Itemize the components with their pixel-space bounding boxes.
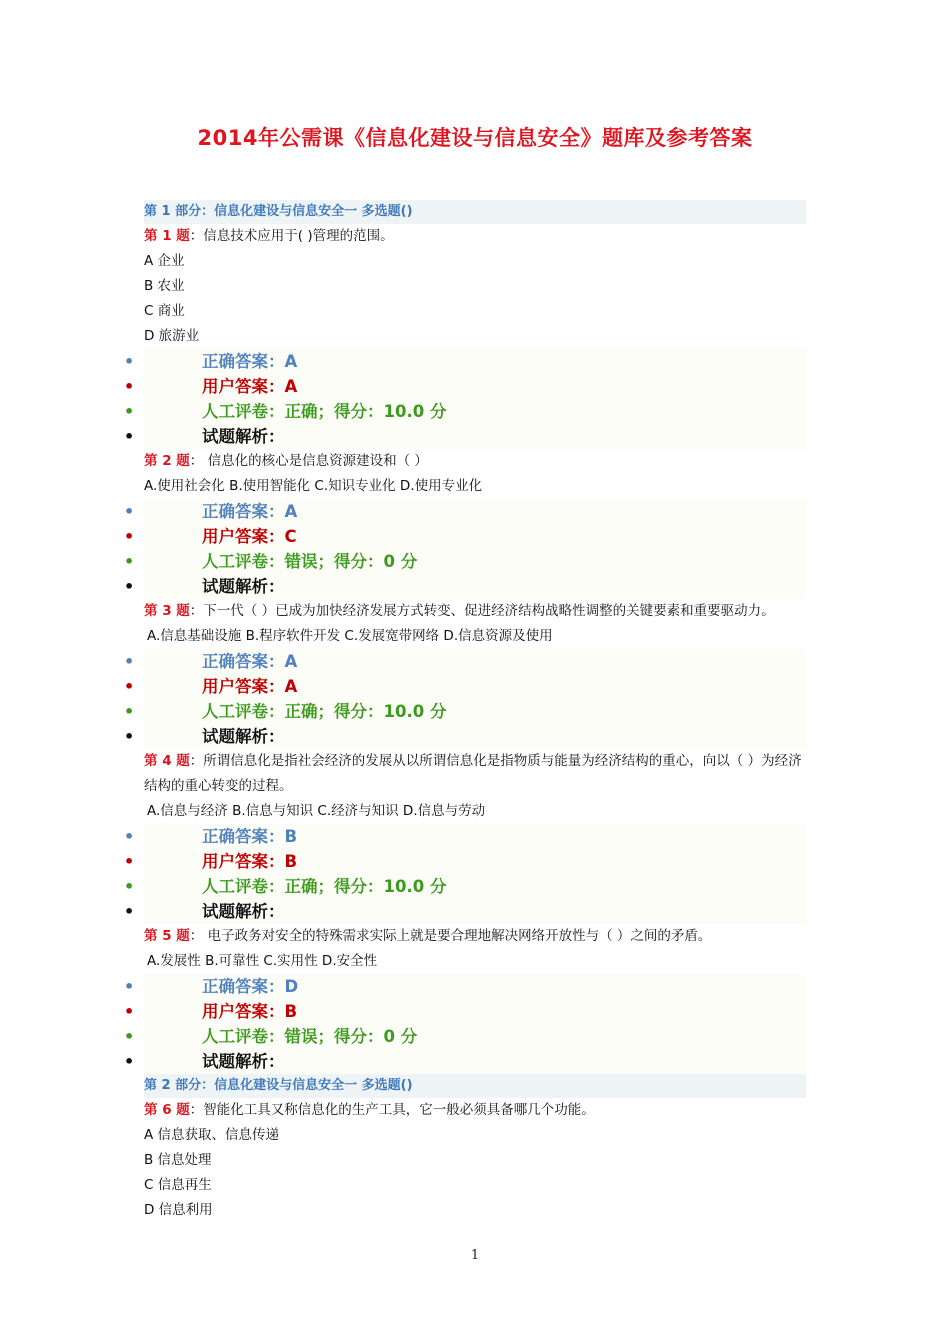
grading-label: 人工评卷： — [202, 702, 285, 721]
user-answer — [124, 849, 806, 874]
bullet-icon: • — [124, 977, 135, 996]
option-b: B 信息处理 — [144, 1152, 212, 1168]
question-number: 第 4 题 — [144, 753, 190, 769]
user-answer-label: 用户答案： — [202, 527, 285, 546]
bullet-icon: • — [124, 852, 135, 871]
user-answer-label: 用户答案： — [202, 677, 285, 696]
bullet-icon: • — [124, 427, 135, 446]
correct-answer — [124, 499, 806, 524]
bullet-icon: • — [124, 1002, 135, 1021]
section-header: 第 1 部分：信息化建设与信息安全一 多选题() — [144, 200, 806, 224]
analysis — [124, 574, 806, 599]
question-5 — [144, 924, 806, 949]
grading-label: 人工评卷： — [202, 877, 285, 896]
bullet-icon: • — [124, 902, 135, 921]
bullet-icon: • — [124, 827, 135, 846]
correct-answer-value: A — [284, 502, 298, 521]
question-text: ：下一代（ ）已成为加快经济发展方式转变、促进经济结构战略性调整的关键要素和重要驱动力。 — [189, 603, 775, 619]
option-c: C 信息再生 — [144, 1177, 212, 1193]
user-answer-value: B — [284, 1002, 298, 1021]
grading-label: 人工评卷： — [202, 1027, 285, 1046]
question-number: 第 5 题 — [144, 928, 190, 944]
grading-value: 正确；得分：10.0 分 — [284, 402, 447, 421]
question-text: ：信息技术应用于( )管理的范围。 — [189, 228, 394, 244]
analysis — [124, 424, 806, 449]
bullet-icon: • — [124, 652, 135, 671]
question-text: ： 电子政务对安全的特殊需求实际上就是要合理地解决网络开放性与（ ）之间的矛盾。 — [189, 928, 712, 944]
correct-answer-label: 正确答案： — [202, 977, 285, 996]
question-6 — [144, 1098, 806, 1123]
bullet-icon: • — [124, 402, 135, 421]
grading-result — [124, 874, 806, 899]
question-1 — [144, 224, 806, 249]
user-answer-label: 用户答案： — [202, 377, 285, 396]
question-text: ： 信息化的核心是信息资源建设和（ ） — [189, 453, 428, 469]
bullet-icon: • — [124, 702, 135, 721]
grading-result — [124, 1024, 806, 1049]
bullet-icon: • — [124, 877, 135, 896]
grading-value: 正确；得分：10.0 分 — [284, 877, 447, 896]
correct-answer-label: 正确答案： — [202, 652, 285, 671]
grading-value: 错误；得分：0 分 — [284, 552, 418, 571]
bullet-icon: • — [124, 677, 135, 696]
analysis — [124, 724, 806, 749]
option-line: A.发展性 B.可靠性 C.实用性 D.安全性 — [147, 953, 378, 969]
correct-answer-value: B — [284, 827, 298, 846]
user-answer-value: B — [284, 852, 298, 871]
bullet-icon: • — [124, 1027, 135, 1046]
bullet-icon: • — [124, 727, 135, 746]
correct-answer-label: 正确答案： — [202, 502, 285, 521]
question-2 — [144, 449, 806, 474]
page-number: 1 — [470, 1248, 480, 1263]
grading-result — [124, 549, 806, 574]
analysis-label: 试题解析： — [202, 577, 285, 596]
grading-value: 正确；得分：10.0 分 — [284, 702, 447, 721]
section-header: 第 2 部分：信息化建设与信息安全一 多选题() — [144, 1074, 806, 1098]
document-title: 2014年公需课《信息化建设与信息安全》题库及参考答案 — [197, 126, 753, 150]
user-answer — [124, 999, 806, 1024]
option-a: A 企业 — [144, 253, 185, 269]
correct-answer-value: D — [284, 977, 299, 996]
correct-answer — [124, 649, 806, 674]
analysis-label: 试题解析： — [202, 427, 285, 446]
analysis-label: 试题解析： — [202, 1052, 285, 1071]
question-number: 第 1 题 — [144, 228, 190, 244]
analysis — [124, 1049, 806, 1074]
correct-answer-value: A — [284, 352, 298, 371]
grading-result — [124, 399, 806, 424]
bullet-icon: • — [124, 502, 135, 521]
correct-answer-label: 正确答案： — [202, 352, 285, 371]
user-answer — [124, 374, 806, 399]
grading-label: 人工评卷： — [202, 402, 285, 421]
question-text: ：所谓信息化是指社会经济的发展从以所谓信息化是指物质与能量为经济结构的重心，向以（ ）为经济结构的重心转变的过程。 — [144, 753, 802, 794]
bullet-icon: • — [124, 527, 135, 546]
analysis-label: 试题解析： — [202, 727, 285, 746]
option-a: A 信息获取、信息传递 — [144, 1127, 280, 1143]
option-line: A.使用社会化 B.使用智能化 C.知识专业化 D.使用专业化 — [144, 478, 483, 494]
correct-answer — [124, 349, 806, 374]
user-answer-label: 用户答案： — [202, 1002, 285, 1021]
bullet-icon: • — [124, 577, 135, 596]
option-line: A.信息基础设施 B.程序软件开发 C.发展宽带网络 D.信息资源及使用 — [147, 628, 553, 644]
grading-result — [124, 699, 806, 724]
question-number: 第 6 题 — [144, 1102, 190, 1118]
grading-label: 人工评卷： — [202, 552, 285, 571]
correct-answer-value: A — [284, 652, 298, 671]
option-b: B 农业 — [144, 278, 185, 294]
correct-answer — [124, 974, 806, 999]
question-number: 第 2 题 — [144, 453, 190, 469]
bullet-icon: • — [124, 552, 135, 571]
correct-answer-label: 正确答案： — [202, 827, 285, 846]
document-body — [124, 200, 806, 1223]
user-answer-value: A — [284, 377, 298, 396]
user-answer-value: A — [284, 677, 298, 696]
user-answer — [124, 524, 806, 549]
option-d: D 旅游业 — [144, 328, 200, 344]
grading-value: 错误；得分：0 分 — [284, 1027, 418, 1046]
option-c: C 商业 — [144, 303, 185, 319]
question-text: ：智能化工具又称信息化的生产工具，它一般必须具备哪几个功能。 — [189, 1102, 595, 1118]
option-d: D 信息利用 — [144, 1202, 213, 1218]
question-3 — [144, 599, 806, 624]
user-answer — [124, 674, 806, 699]
bullet-icon: • — [124, 352, 135, 371]
question-number: 第 3 题 — [144, 603, 190, 619]
bullet-icon: • — [124, 1052, 135, 1071]
analysis — [124, 899, 806, 924]
question-4 — [144, 749, 806, 799]
bullet-icon: • — [124, 377, 135, 396]
user-answer-label: 用户答案： — [202, 852, 285, 871]
analysis-label: 试题解析： — [202, 902, 285, 921]
option-line: A.信息与经济 B.信息与知识 C.经济与知识 D.信息与劳动 — [147, 803, 486, 819]
user-answer-value: C — [284, 527, 297, 546]
correct-answer — [124, 824, 806, 849]
